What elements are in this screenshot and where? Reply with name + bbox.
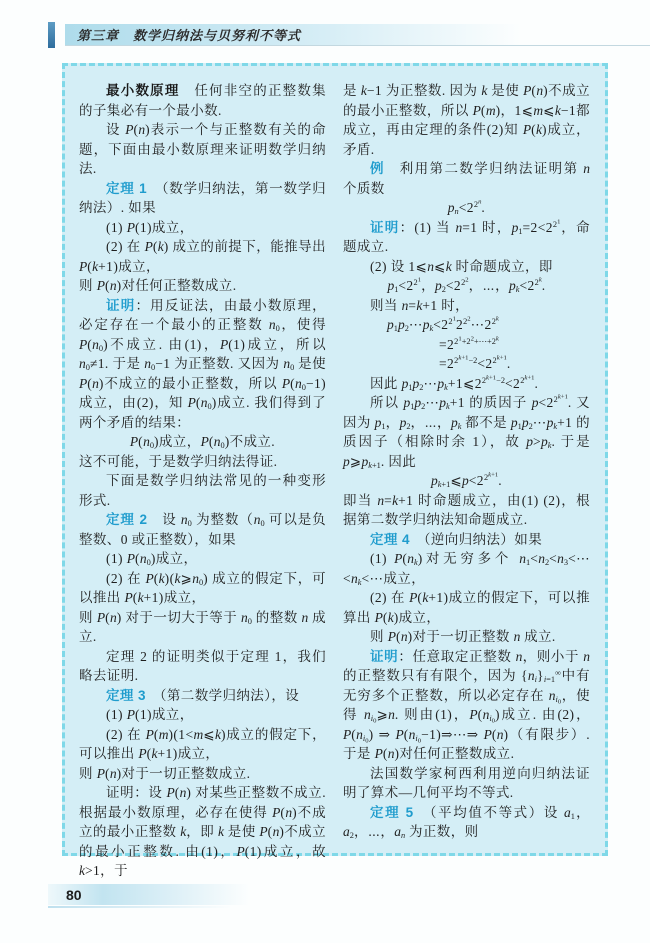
paragraph bbox=[343, 296, 590, 316]
header-accent-bar bbox=[48, 22, 55, 48]
paragraph-text: (2) 在 P(k) 成立的前提下，能推导出 P(k+1)成立， bbox=[79, 239, 326, 274]
chapter-title: 数学归纳法与贝努利不等式 bbox=[133, 28, 302, 43]
paragraph-text: 定理 2 的证明类似于定理 1，我们略去证明. bbox=[79, 648, 326, 683]
paragraph bbox=[79, 549, 326, 569]
paragraph bbox=[343, 530, 590, 550]
paragraph bbox=[343, 588, 590, 627]
paragraph bbox=[343, 491, 590, 530]
paragraph bbox=[79, 276, 326, 296]
paragraph-text: (2) 在 P(m)(1<m⩽k)成立的假定下，可以推出 P(k+1)成立， bbox=[79, 726, 326, 761]
paragraph-text: 法国数学家柯西利用逆向归纳法证明了算术—几何平均不等式. bbox=[343, 765, 590, 800]
column-right bbox=[343, 81, 590, 853]
page-number-bar bbox=[48, 884, 258, 905]
paragraph-text: (2) 在 P(k+1)成立的假定下，可以推算出 P(k)成立， bbox=[343, 590, 590, 625]
paragraph bbox=[343, 764, 590, 803]
paragraph-text: 因此 $p_1p_2\cdots p_k+1⩽2^{2^{k+1}-2}<2^{2^{k+1}}$. bbox=[370, 374, 539, 392]
paragraph-text: $p_n<2^{2^n}$. bbox=[447, 198, 486, 217]
chapter-number: 第三章 bbox=[77, 28, 120, 43]
paragraph bbox=[343, 393, 590, 471]
paragraph bbox=[79, 179, 326, 218]
paragraph bbox=[79, 783, 326, 881]
paragraph-text: 证明：设 P(n) 对某些正整数不成立. 根据最小数原理，必存在使得 P(n)不成立的最小正整数 k，即 k 是使 P(n)不成立的最小正整数. 由(1)，P(1)成立，故 k>1，于 bbox=[79, 785, 327, 878]
paragraph-lead: 定理 2 bbox=[106, 512, 148, 527]
paragraph bbox=[343, 159, 590, 198]
paragraph-text: $P(n_0)$成立，$P(n_0)$不成立. bbox=[129, 434, 276, 451]
paragraph-text: ：任意取定正整数 n，则小于 n 的正整数只有有限个，因为 $\{n_i\}_{i=1}^\infty$中有无穷多个正整数，所以必定存在 $n_{i_0}$，使得 $n_{i_0}⩾n$. 则由(1)，$P(n_{i_0})$成立. 由(2)，$P(n_{i_0})$ ⇒ $P(n_{i_0}-1)\Rightarrow\cdots\Rightarrow$ P(n)（有限步）. 于是 P(n)对任何正整数成立. bbox=[343, 648, 590, 761]
paragraph-lead: 证明 bbox=[106, 297, 136, 313]
paragraph-lead: 例 bbox=[370, 161, 385, 176]
chapter-header bbox=[48, 22, 650, 48]
paragraph bbox=[79, 608, 326, 647]
paragraph-text: ：(1) 当 n=1 时，$p_1=2<2^{2^1}$，命题成立. bbox=[343, 218, 590, 254]
column-left bbox=[79, 81, 327, 878]
paragraph-text: 所以 $p_1p_2\cdots p_k+1$ 的质因子 $p<2^{2^{k+1}}$. 又因为 $p_1$，$p_2$，⋯，$p_k$ 都不是 $p_1p_2\cdots p_k+1$ 的质因子（相除时余 1），故 $p>p_k$. 于是 $p⩾p_{k+1}$. 因此 bbox=[343, 393, 590, 470]
paragraph-text: （平均值不等式）设 $a_1$，$a_2$，⋯，$a_n$ 为正数，则 bbox=[343, 804, 591, 841]
paragraph bbox=[343, 803, 590, 842]
paragraph-text: ：用反证法，由最小数原理，必定存在一个最小的正整数 $n_0$，使得 $P(n_0)$不成立. 由(1)，P(1)成立，所以 $n_0\ne 1$. 于是 $n_0-1$ 为正整数. 又因为 $n_0$ 是使 P(n)不成立的最小正整数，所以 $P(n_0-1)$成立，由(2)，知 $P(n_0)$成立. 我们得到了两个矛盾的结果： bbox=[79, 297, 327, 430]
paragraph-text: （逆向归纳法）如果 bbox=[409, 531, 543, 547]
formula bbox=[343, 198, 590, 218]
paragraph bbox=[79, 764, 326, 784]
paragraph bbox=[79, 705, 326, 725]
paragraph bbox=[79, 569, 326, 608]
paragraph bbox=[343, 374, 590, 394]
paragraph bbox=[343, 647, 590, 764]
paragraph-lead: 最小数原理 bbox=[106, 83, 180, 98]
formula bbox=[79, 432, 326, 452]
paragraph-text: 则 P(n)对于一切正整数成立. bbox=[79, 765, 251, 781]
paragraph-text: $p_{k+1}⩽p<2^{2^{k+1}}$. bbox=[430, 471, 503, 490]
paragraph-text: (2) 在 $P(k)(k⩾n_0)$ 成立的假定下，可以推出 P(k+1)成立， bbox=[79, 570, 326, 605]
paragraph bbox=[79, 725, 326, 764]
paragraph-text: （第二数学归纳法），设 bbox=[145, 687, 300, 703]
formula: $p_1p_2\cdots p_k<2^{2^1}2^{2^2}\cdots 2^{2^k}$ $=2^{2^1+2^2+\cdots+2^k}$ $=2^{2^{k+1}-2}<2^{2^{k+1}}$. bbox=[387, 315, 511, 371]
paragraph bbox=[79, 81, 326, 120]
paragraph-text: (1) $P(n_0)$成立， bbox=[106, 551, 198, 568]
paragraph-text: 即当 n=k+1 时命题成立，由(1) (2)，根据第二数学归纳法知命题成立. bbox=[343, 492, 590, 527]
paragraph-lead: 证明 bbox=[370, 219, 400, 235]
paragraph-lead: 定理 4 bbox=[370, 531, 410, 547]
paragraph bbox=[343, 257, 590, 277]
paragraph-text: 利用第二数学归纳法证明第 n 个质数 bbox=[343, 161, 590, 196]
paragraph-lead: 定理 5 bbox=[370, 804, 414, 820]
paragraph bbox=[79, 510, 326, 549]
paragraph-text: 则 P(n)对于一切正整数 n 成立. bbox=[370, 629, 556, 644]
paragraph bbox=[79, 647, 326, 686]
paragraph bbox=[79, 237, 326, 276]
paragraph bbox=[343, 627, 590, 647]
paragraph-text: 则 P(n)对任何正整数成立. bbox=[79, 278, 237, 293]
paragraph bbox=[343, 218, 590, 257]
paragraph bbox=[79, 452, 326, 472]
paragraph-text: 任何非空的正整数集的子集必有一个最小数. bbox=[79, 83, 327, 118]
paragraph-text: 则 P(n) 对于一切大于等于 $n_0$ 的整数 n 成立. bbox=[79, 609, 326, 644]
paragraph bbox=[79, 471, 326, 510]
paragraph-text: (1) $P(n_k)$对无穷多个 $n_1<n_2<n_3<\cdots<n_k<\cdots$成立， bbox=[343, 551, 591, 587]
paragraph-text: 设 P(n)表示一个与正整数有关的命题，下面由最小数原理来证明数学归纳法. bbox=[79, 122, 326, 176]
formula bbox=[343, 276, 590, 296]
paragraph-text: (2) 设 1⩽n⩽k 时命题成立，即 bbox=[370, 258, 553, 274]
paragraph-text: (1) P(1)成立， bbox=[106, 219, 194, 235]
paragraph bbox=[79, 296, 326, 433]
paragraph bbox=[79, 686, 326, 706]
paragraph-text: 则当 n=k+1 时， bbox=[370, 297, 470, 313]
formula bbox=[343, 471, 590, 491]
paragraph-text: 这不可能，于是数学归纳法得证. bbox=[79, 453, 278, 469]
paragraph-text: 是 k−1 为正整数. 因为 k 是使 P(n)不成立的最小正整数，所以 P(m)，1⩽m⩽k−1都成立，再由定理的条件(2)知 P(k)成立，矛盾. bbox=[343, 83, 590, 157]
paragraph-text: $p_1<2^{2^1}$，$p_2<2^{2^2}$，⋯，$p_k<2^{2^k}$. bbox=[387, 276, 546, 295]
paragraph bbox=[79, 218, 326, 238]
paragraph-text: 设 $n_0$ 为整数（$n_0$ 可以是负整数、0 或正整数），如果 bbox=[79, 512, 327, 547]
header-strip bbox=[65, 24, 650, 46]
paragraph bbox=[343, 549, 590, 588]
paragraph bbox=[79, 120, 326, 179]
paragraph-lead: 定理 3 bbox=[106, 687, 146, 703]
paragraph-text: (1) P(1)成立， bbox=[106, 707, 194, 722]
paragraph-lead: 证明 bbox=[370, 648, 399, 664]
page-number: 80 bbox=[66, 886, 82, 903]
content-area bbox=[62, 63, 608, 878]
paragraph-lead: 定理 1 bbox=[106, 180, 148, 196]
paragraph-text: 下面是数学归纳法常见的一种变形形式. bbox=[79, 473, 326, 508]
paragraph bbox=[343, 81, 590, 159]
paragraph-text: （数学归纳法，第一数学归纳法）. 如果 bbox=[79, 180, 327, 215]
